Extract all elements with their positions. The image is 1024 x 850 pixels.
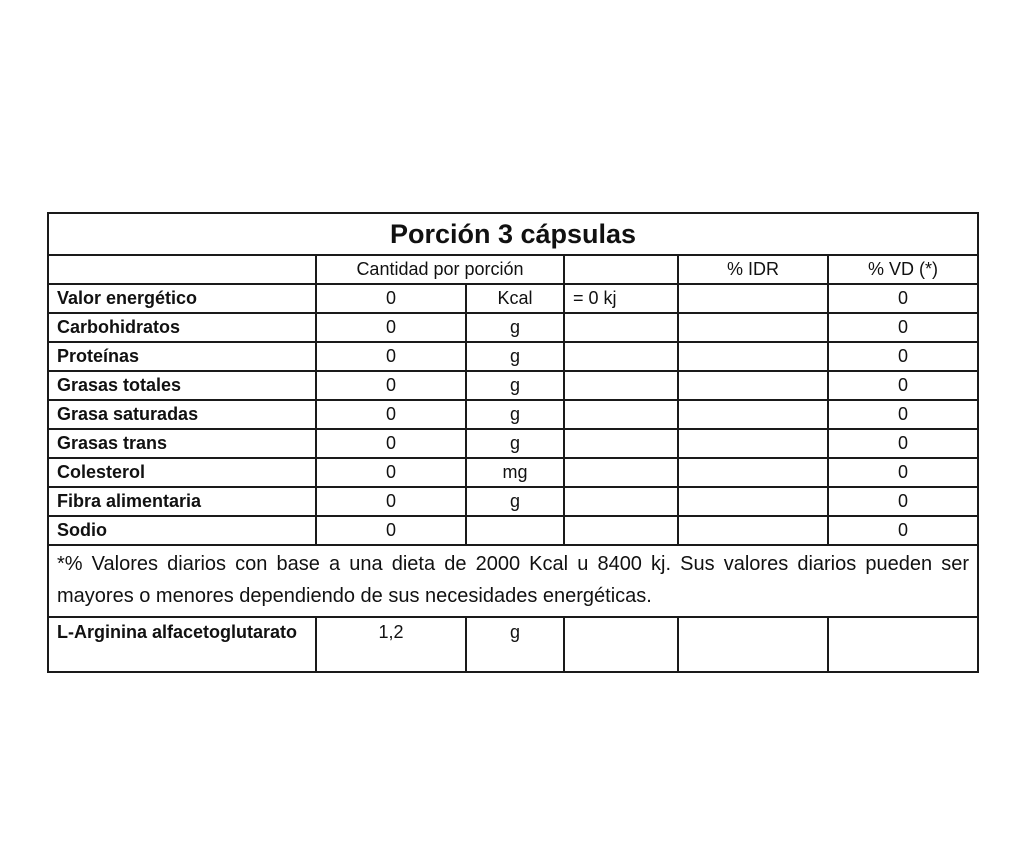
nutrient-unit: g — [466, 313, 564, 342]
nutrient-name: L-Arginina alfacetoglutarato — [48, 617, 316, 672]
nutrient-idr — [678, 487, 828, 516]
nutrient-vd: 0 — [828, 313, 978, 342]
header-blank — [48, 255, 316, 284]
nutrient-name: Grasas totales — [48, 371, 316, 400]
table-row — [48, 516, 978, 545]
table-row — [48, 429, 978, 458]
footnote-row — [48, 545, 978, 617]
title-row — [48, 213, 978, 255]
nutrient-amount: 0 — [316, 371, 466, 400]
header-idr: % IDR — [678, 255, 828, 284]
nutrient-unit — [466, 516, 564, 545]
nutrient-vd: 0 — [828, 516, 978, 545]
nutrient-idr — [678, 516, 828, 545]
nutrient-extra — [564, 371, 678, 400]
nutrient-vd: 0 — [828, 371, 978, 400]
nutrient-idr — [678, 429, 828, 458]
nutrient-extra — [564, 458, 678, 487]
nutrition-facts-table — [47, 212, 979, 673]
footnote-text: *% Valores diarios con base a una dieta de 2000 Kcal u 8400 kj. Sus valores diarios pueden ser mayores o menores dependiendo de sus necesidades energéticas. — [48, 545, 978, 617]
nutrient-extra — [564, 342, 678, 371]
nutrient-idr — [678, 617, 828, 672]
nutrient-unit: mg — [466, 458, 564, 487]
table-row — [48, 371, 978, 400]
table-row — [48, 487, 978, 516]
nutrient-unit: g — [466, 429, 564, 458]
header-blank-extra — [564, 255, 678, 284]
nutrient-unit: g — [466, 617, 564, 672]
nutrient-amount: 1,2 — [316, 617, 466, 672]
nutrient-idr — [678, 342, 828, 371]
table-row — [48, 284, 978, 313]
nutrient-amount: 0 — [316, 458, 466, 487]
table-row — [48, 313, 978, 342]
nutrient-amount: 0 — [316, 342, 466, 371]
nutrient-vd: 0 — [828, 429, 978, 458]
nutrient-name: Sodio — [48, 516, 316, 545]
header-cantidad: Cantidad por porción — [316, 255, 564, 284]
table-title: Porción 3 cápsulas — [48, 213, 978, 255]
nutrient-name: Valor energético — [48, 284, 316, 313]
nutrient-amount: 0 — [316, 429, 466, 458]
nutrient-amount: 0 — [316, 400, 466, 429]
nutrient-amount: 0 — [316, 284, 466, 313]
header-vd: % VD (*) — [828, 255, 978, 284]
table-row — [48, 458, 978, 487]
nutrient-amount: 0 — [316, 487, 466, 516]
header-row — [48, 255, 978, 284]
nutrient-name: Carbohidratos — [48, 313, 316, 342]
nutrient-name: Grasas trans — [48, 429, 316, 458]
table-row — [48, 342, 978, 371]
nutrient-idr — [678, 313, 828, 342]
nutrient-unit: g — [466, 487, 564, 516]
nutrient-unit: g — [466, 342, 564, 371]
nutrient-vd — [828, 617, 978, 672]
nutrient-extra: = 0 kj — [564, 284, 678, 313]
nutrient-extra — [564, 429, 678, 458]
nutrient-idr — [678, 371, 828, 400]
nutrient-name: Grasa saturadas — [48, 400, 316, 429]
nutrient-vd: 0 — [828, 400, 978, 429]
table-row — [48, 400, 978, 429]
nutrient-extra — [564, 516, 678, 545]
nutrient-name: Fibra alimentaria — [48, 487, 316, 516]
nutrient-extra — [564, 617, 678, 672]
nutrient-extra — [564, 400, 678, 429]
nutrient-extra — [564, 487, 678, 516]
nutrient-name: Proteínas — [48, 342, 316, 371]
nutrient-vd: 0 — [828, 487, 978, 516]
nutrient-unit: g — [466, 371, 564, 400]
nutrient-name: Colesterol — [48, 458, 316, 487]
nutrient-idr — [678, 400, 828, 429]
nutrient-vd: 0 — [828, 342, 978, 371]
nutrient-amount: 0 — [316, 313, 466, 342]
nutrient-idr — [678, 458, 828, 487]
nutrient-unit: g — [466, 400, 564, 429]
nutrient-unit: Kcal — [466, 284, 564, 313]
nutrient-idr — [678, 284, 828, 313]
nutrient-vd: 0 — [828, 458, 978, 487]
table-row — [48, 617, 978, 672]
nutrient-amount: 0 — [316, 516, 466, 545]
nutrient-extra — [564, 313, 678, 342]
nutrient-vd: 0 — [828, 284, 978, 313]
